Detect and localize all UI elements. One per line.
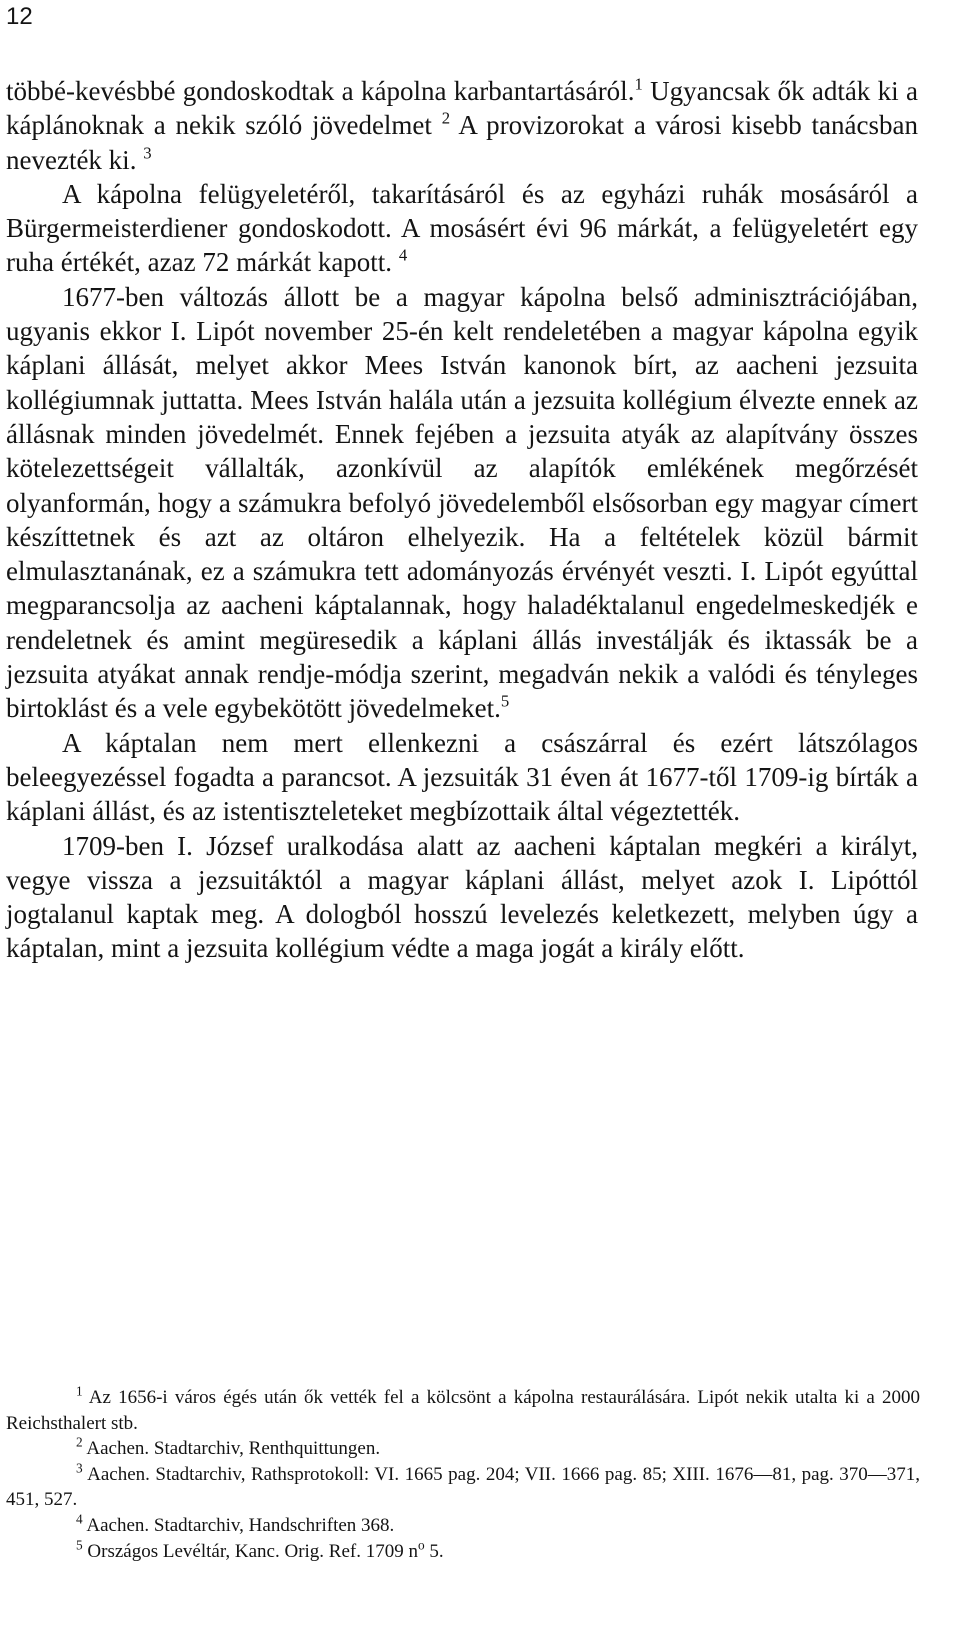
footnote-marker: 5 <box>500 691 510 711</box>
page-number: 12 <box>6 3 33 30</box>
paragraph-text: 1709-ben I. József uralkodása alatt az aacheni káptalan megkéri a királyt, vegye vissza a jezsuitáktól a magyar káplani állást, melyet azok I. Lipóttól jogtalanul kaptak meg. A dologból hosszú levelezés keletkezett, melyben úgy a káptalan, mint a jezsuita kollégium védte a maga jogát a király előtt. <box>6 830 918 964</box>
footnote-text: Az 1656-i város égés után ők vették fel a kölcsönt a kápolna restaurálására. Lipót nekik utalta ki a 2000 Reichsthalert stb. <box>6 1387 920 1434</box>
footnote-text: Országos Levéltár, Kanc. Orig. Ref. 1709 n <box>87 1540 418 1562</box>
footnote <box>6 1436 920 1462</box>
footnote-number: 5 <box>76 1537 83 1553</box>
paragraph-text: A káptalan nem mert ellenkezni a császárral és ezért látszólagos beleegyezéssel fogadta a parancsot. A jezsuiták 31 éven át 1677-től 1709-ig bírták a káplani állást, és az istentiszteleteket megbízottaik által végeztették. <box>6 727 918 827</box>
paragraph <box>6 74 918 177</box>
footnote-marker: 2 <box>441 108 451 128</box>
footnote-text: 5. <box>424 1540 444 1562</box>
footnote-text: Aachen. Stadtarchiv, Handschriften 368. <box>86 1514 395 1536</box>
footnote <box>6 1539 920 1565</box>
footnote-number: 2 <box>76 1434 83 1450</box>
footnotes <box>6 1385 920 1564</box>
footnote-text: Aachen. Stadtarchiv, Rathsprotokoll: VI. 1665 pag. 204; VII. 1666 pag. 85; XIII. 1676—81, pag. 370—371, 451, 527. <box>6 1463 921 1511</box>
paragraph <box>6 177 918 280</box>
paragraph-text: Ugyancsak ők adták ki a káplánoknak a nekik szóló jövedelmet <box>6 76 918 141</box>
footnote-text: Aachen. Stadtarchiv, Renthquittungen. <box>86 1438 381 1460</box>
main-text <box>6 74 918 966</box>
paragraph-text: A provizorokat a városi kisebb tanácsban nevezték ki. <box>6 110 918 175</box>
footnote <box>6 1385 920 1436</box>
footnote-marker: 1 <box>634 74 643 94</box>
paragraph <box>6 280 918 726</box>
footnote-marker: 4 <box>398 246 408 266</box>
paragraph-text: A kápolna felügyeletéről, takarításáról és az egyházi ruhák mosásáról a Bürgermeisterdiener gondoskodott. A mosásért évi 96 márkát, a felügyeletért egy ruha értékét, azaz 72 márkát kapott. <box>6 178 918 278</box>
paragraph <box>6 726 918 829</box>
footnote-number: 4 <box>76 1511 83 1527</box>
footnote-superscript: o <box>418 1537 425 1553</box>
footnote <box>6 1462 920 1513</box>
paragraph-text: többé-kevésbbé gondoskodtak a kápolna karbantartásáról. <box>6 76 635 106</box>
footnote <box>6 1513 920 1539</box>
footnote-number: 3 <box>76 1460 83 1476</box>
footnote-number: 1 <box>76 1383 83 1399</box>
footnote-marker: 3 <box>143 143 152 163</box>
paragraph <box>6 829 918 966</box>
paragraph-text: 1677-ben változás állott be a magyar kápolna belső adminisztrációjában, ugyanis ekkor I. Lipót november 25-én kelt rendeletében a magyar kápolna egyik káplani állását, melyet akkor Mees István kanonok bírt, az aacheni jezsuita kollégiumnak juttatta. Mees István halála után a jezsuita kollégium élvezte ennek az állásnak minden jövedelmét. Ennek fejében a jezsuita atyák az alapítvány összes kötelezettségeit vállalták, azonkívül az alapítók emlékének megőrzését olyanformán, hogy a számukra befolyó jövedelemből elsősorban egy magyar címert készíttetnek és azt az oltáron elhelyezik. Ha a feltételek közül bármit elmulasztanának, ez a számukra tett adományozás érvényét veszti. I. Lipót egyúttal megparancsolja az aacheni káptalannak, hogy haladéktalanul engedelmeskedjék e rendeletnek és amint megüresedik a káplani állás investálják és iktassák be a jezsuita atyákat annak rendje-módja szerint, megadván nekik a valódi és tényleges birtoklást és a vele egybekötött jövedelmeket. <box>6 281 918 724</box>
